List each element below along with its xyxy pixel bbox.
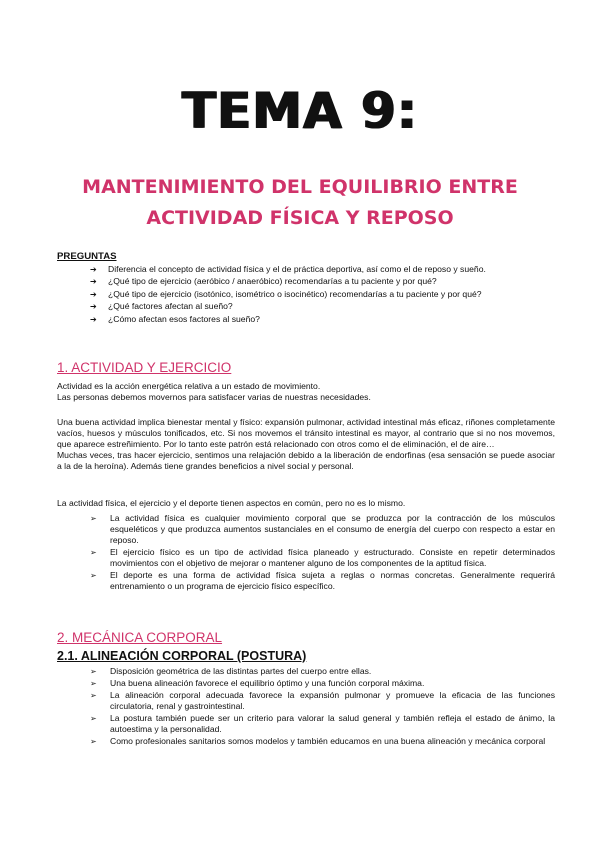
list-item: ➔ ¿Qué factores afectan al sueño? [90, 301, 233, 312]
arrow-icon: ➔ [90, 277, 97, 287]
list-item: ➢ La postura también puede ser un criterio para valorar la salud general y también refleja el estado de ánimo, la autoestima y la personalidad. [90, 713, 555, 734]
list-item: ➢ La alineación corporal adecuada favorece la expansión pulmonar y promueve la eficacia de las funciones circulatoria, renal y gastrointestinal. [90, 690, 555, 711]
list-item: ➢ El ejercicio físico es un tipo de actividad física planeado y estructurado. Consiste en repetir determinados movimientos con el objetivo de mejorar o mantener alguno de los componentes de la aptitud física. [90, 547, 555, 568]
questions-heading: PREGUNTAS [57, 251, 117, 262]
section-1-paragraph-3: La actividad física, el ejercicio y el deporte tienen aspectos en común, pero no es lo mismo. [57, 498, 406, 508]
list-item: ➢ Una buena alineación favorece el equilibrio óptimo y una función corporal máxima. [90, 678, 425, 688]
section-1-paragraph-2: Una buena actividad implica bienestar mental y físico: expansión pulmonar, actividad intestinal más eficaz, riñones completamente vacíos, huesos y músculos tonificados, etc. Si nos movemos el tránsito intestinal es mayor, al contrario que si no nos movemos, que aparece estreñimiento. Por lo tanto este patrón está relacionado con otros como el de eliminación, el de aire… Muchas veces, tras hacer ejercicio, sentimos una relajación debido a la liberación de endorfinas (esa sensación se puede asociar a la de la heroína). Además tiene grandes beneficios a nivel social y personal. [57, 417, 555, 471]
list-item: ➢ La actividad física es cualquier movimiento corporal que se produzca por la contracción de los músculos esqueléticos y que produzca aumentos sustanciales en el consumo de energía del cuerpo con respecto a estar en reposo. [90, 513, 555, 545]
list-item: ➔ ¿Qué tipo de ejercicio (isotónico, isométrico o isocinético) recomendarías a tu paciente y por qué? [90, 288, 482, 299]
arrow-icon: ➔ [90, 314, 97, 324]
arrow-icon: ➔ [90, 289, 97, 299]
arrow-icon: ➔ [90, 265, 97, 274]
list-item: ➔ ¿Qué tipo de ejercicio (aeróbico / anaeróbico) recomendarías a tu paciente y por qué? [90, 276, 437, 287]
triangle-bullet-icon: ➢ [90, 714, 97, 723]
triangle-bullet-icon: ➢ [90, 514, 97, 523]
triangle-bullet-icon: ➢ [90, 679, 97, 688]
subtitle-line-1: MANTENIMIENTO DEL EQUILIBRIO ENTRE [82, 176, 518, 198]
section-1-paragraph-1: Actividad es la acción energética relativa a un estado de movimiento. Las personas debemos movernos para satisfacer varias de nuestras necesidades. [57, 381, 371, 402]
triangle-bullet-icon: ➢ [90, 667, 97, 676]
section-2-bullets [90, 666, 555, 748]
list-item: ➢ El deporte es una forma de actividad física sujeta a reglas o normas concretas. Generalmente requerirá entrenamiento o un programa de ejercicio físico específico. [90, 570, 555, 591]
section-2-1-heading: 2.1. ALINEACIÓN CORPORAL (POSTURA) [57, 649, 307, 663]
list-item: ➢ Disposición geométrica de las distintas partes del cuerpo entre ellas. [90, 666, 372, 676]
triangle-bullet-icon: ➢ [90, 691, 97, 700]
list-item: ➔ Diferencia el concepto de actividad física y el de práctica deportiva, así como el de reposo y sueño. [90, 264, 486, 274]
triangle-bullet-icon: ➢ [90, 548, 97, 557]
section-1-bullets [90, 513, 555, 593]
subtitle-line-2: ACTIVIDAD FÍSICA Y REPOSO [146, 207, 454, 229]
section-2-heading: 2. MECÁNICA CORPORAL [57, 630, 223, 645]
arrow-icon: ➔ [90, 302, 97, 312]
questions-list [90, 264, 550, 326]
list-item: ➔ ¿Cómo afectan esos factores al sueño? [90, 313, 260, 324]
page-title: TEMA 9: [182, 82, 418, 140]
section-1-heading: 1. ACTIVIDAD Y EJERCICIO [57, 360, 232, 375]
triangle-bullet-icon: ➢ [90, 571, 97, 580]
triangle-bullet-icon: ➢ [90, 737, 97, 746]
list-item: ➢ Como profesionales sanitarios somos modelos y también educamos en una buena alineación y mecánica corporal [90, 736, 546, 746]
